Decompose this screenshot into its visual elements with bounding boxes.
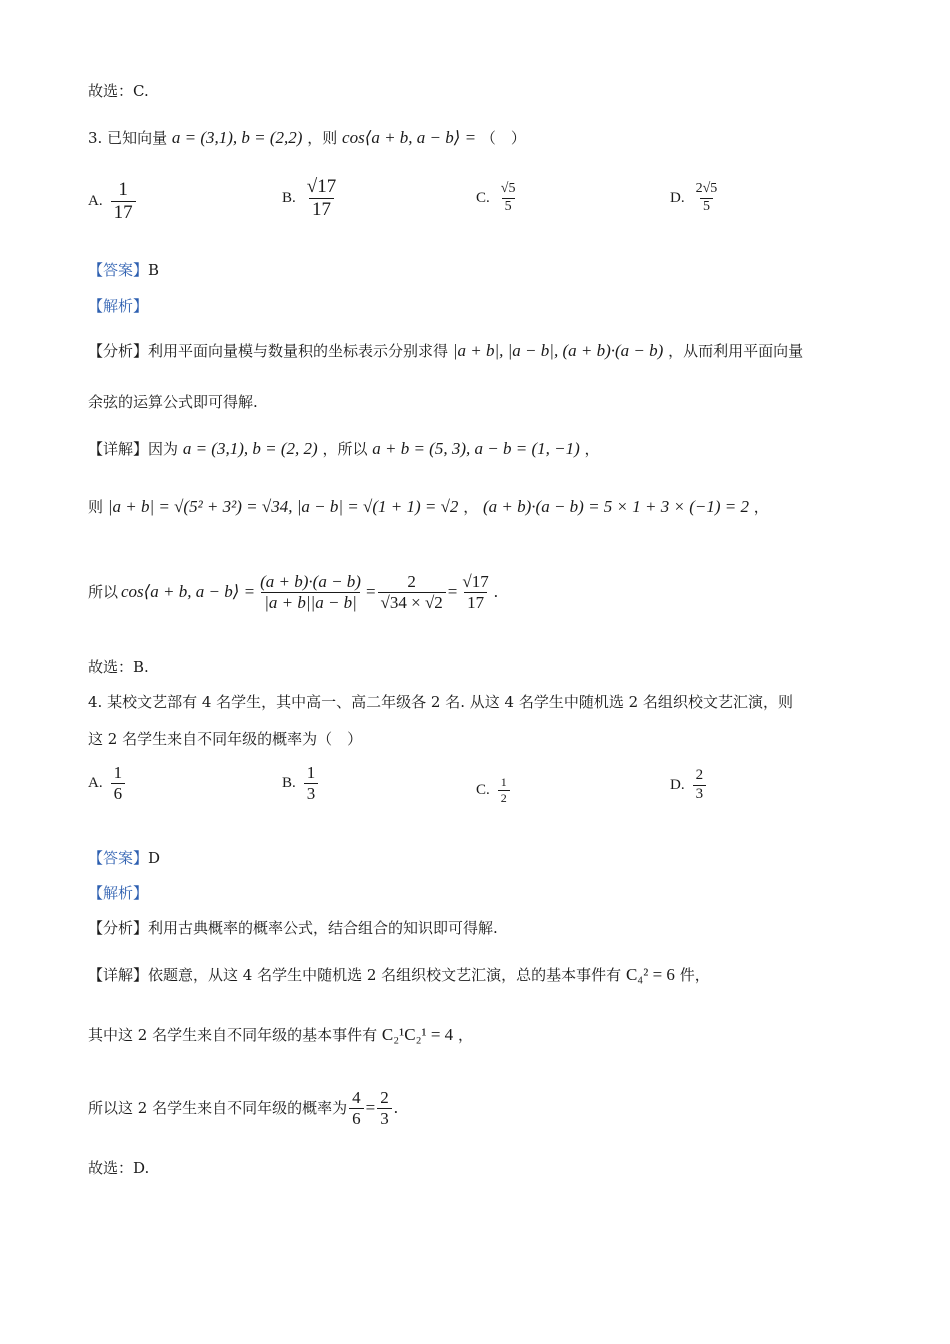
option-fraction	[304, 177, 339, 220]
fenxi-tail: ，从而利用平面向量	[668, 342, 804, 360]
denominator: 6	[111, 783, 126, 803]
q3-fenxi-line2: 余弦的运算公式即可得解.	[88, 393, 258, 411]
denominator: 3	[693, 785, 707, 803]
numerator: 1	[500, 775, 507, 789]
option-fraction	[693, 768, 707, 803]
q3-stem-mid: ，则	[307, 129, 338, 147]
xiangjie-mid: ，所以	[322, 440, 368, 458]
equals-sign: =	[365, 582, 376, 601]
q3-stem-prefix: 3. 已知向量	[88, 129, 168, 147]
q3-stem-vectors: a = (3,1), b = (2,2)	[171, 128, 303, 147]
ze-math-2: (a + b)·(a − b) = 5 × 1 + 3 × (−1) = 2	[483, 497, 749, 516]
denominator: 17	[111, 201, 136, 223]
suoyi-fraction-1	[257, 573, 364, 612]
fenxi-tag: 【分析】	[88, 919, 149, 937]
denominator: 3	[377, 1108, 392, 1128]
ze-end: ，	[753, 498, 769, 516]
answer-value: D	[148, 849, 161, 867]
numerator: 1	[113, 763, 123, 782]
xiangjie-text: 因为	[148, 440, 179, 458]
line-text: 其中这 2 名学生来自不同年级的基本事件有	[88, 1026, 378, 1044]
suoyi-label: 所以	[88, 583, 119, 601]
q4-option-c	[476, 776, 512, 804]
suoyi-fraction-3	[459, 573, 491, 612]
xiangjie-math-2: a + b = (5, 3), a − b = (1, −1)	[372, 439, 580, 458]
option-label: A.	[88, 192, 103, 209]
q4-xiangjie-line	[88, 964, 710, 986]
question-4-stem-line-1: 4. 某校文艺部有 4 名学生，其中高一、高二年级各 2 名. 从这 4 名学生中随机选 2 名组织校文艺汇演，则	[88, 693, 793, 711]
q3-xiangjie-line	[88, 438, 600, 460]
conclusion-line: 故选：C.	[88, 82, 149, 100]
fenxi-math: |a + b|, |a − b|, (a + b)·(a − b)	[452, 341, 664, 360]
line-end: .	[393, 1098, 398, 1117]
q3-option-a	[88, 180, 138, 223]
q3-option-c	[476, 182, 520, 214]
denominator: 6	[349, 1108, 364, 1128]
question-4-stem-line-2: 这 2 名学生来自不同年级的概率为（ ）	[88, 730, 363, 748]
numerator: √17	[462, 571, 489, 591]
q3-option-b	[282, 177, 341, 220]
q4-answer-line	[88, 847, 160, 869]
xiangjie-tag: 【详解】	[88, 966, 149, 984]
q3-option-d	[670, 182, 722, 214]
q3-stem-cos: cos⟨a + b, a − b⟩ =	[342, 128, 477, 147]
xiangjie-math-1: a = (3,1), b = (2, 2)	[182, 439, 318, 458]
denominator: 3	[304, 783, 319, 803]
xiangjie-end: ，	[584, 440, 600, 458]
ze-math-1: |a + b| = √(5² + 3²) = √34, |a − b| = √(1 + 1) = √2	[107, 497, 459, 516]
numerator: √5	[500, 181, 516, 196]
probability-fraction-1	[349, 1089, 364, 1128]
fenxi-text: 利用古典概率的概率公式，结合组合的知识即可得解.	[148, 919, 498, 937]
fenxi-text: 利用平面向量模与数量积的坐标表示分别求得	[148, 342, 449, 360]
numerator: 2	[407, 571, 416, 591]
option-label: D.	[670, 189, 685, 206]
q4-conclusion: 故选：D.	[88, 1159, 150, 1177]
denominator: 17	[309, 198, 334, 220]
equals-sign: =	[447, 582, 458, 601]
numerator: 1	[118, 179, 128, 200]
ze-sep: ，	[463, 498, 479, 516]
suoyi-fraction-2	[378, 573, 446, 612]
xiangjie-math: C₄² = 6	[625, 965, 675, 984]
q4-line-3	[88, 1084, 398, 1132]
numerator: (a + b)·(a − b)	[260, 571, 361, 591]
option-label: C.	[476, 781, 490, 798]
q4-analysis-tag: 【解析】	[88, 884, 149, 902]
suoyi-cos: cos⟨a + b, a − b⟩ =	[121, 582, 256, 601]
line-math: C₂¹C₂¹ = 4	[381, 1025, 454, 1044]
denominator: 2	[498, 790, 510, 805]
xiangjie-end: 件，	[679, 966, 710, 984]
option-fraction	[304, 764, 319, 803]
answer-tag: 【答案】	[88, 261, 149, 279]
option-label: A.	[88, 774, 103, 791]
denominator: 5	[700, 198, 713, 215]
numerator: 2	[380, 1087, 389, 1107]
option-fraction	[693, 182, 721, 214]
line-text: 所以这 2 名学生来自不同年级的概率为	[88, 1099, 348, 1117]
line-end: ，	[457, 1026, 473, 1044]
denominator: 5	[502, 198, 515, 215]
q4-option-b	[282, 764, 320, 803]
xiangjie-tag: 【详解】	[88, 440, 149, 458]
answer-value: B	[148, 261, 160, 279]
q3-ze-line	[88, 496, 769, 518]
q4-fenxi-line	[88, 917, 498, 939]
q3-answer-line	[88, 259, 159, 281]
numerator: 2√5	[695, 181, 718, 196]
numerator: 2	[695, 767, 704, 783]
denominator: √34 × √2	[378, 592, 446, 612]
option-fraction	[498, 182, 519, 214]
suoyi-end: .	[493, 582, 498, 601]
denominator: 17	[464, 592, 487, 612]
q3-suoyi-line	[88, 562, 498, 622]
question-3-stem	[88, 127, 526, 149]
option-label: B.	[282, 774, 296, 791]
q4-option-a	[88, 764, 127, 803]
xiangjie-text: 依题意，从这 4 名学生中随机选 2 名组织校文艺汇演，总的基本事件有	[148, 966, 622, 984]
fenxi-tag: 【分析】	[88, 342, 149, 360]
ze-label: 则	[88, 498, 104, 516]
option-label: D.	[670, 776, 685, 793]
q4-option-d	[670, 768, 708, 803]
q3-analysis-tag: 【解析】	[88, 297, 149, 315]
option-label: C.	[476, 189, 490, 206]
numerator: 4	[352, 1087, 361, 1107]
q3-fenxi-line	[88, 340, 803, 362]
q3-stem-tail: （ ）	[480, 129, 526, 147]
numerator: √17	[306, 176, 337, 197]
q4-line-2	[88, 1024, 473, 1046]
option-label: B.	[282, 189, 296, 206]
equals-sign: =	[365, 1098, 376, 1117]
probability-fraction-2	[377, 1089, 392, 1128]
numerator: 1	[306, 763, 316, 782]
option-fraction	[498, 776, 510, 804]
q3-conclusion: 故选：B.	[88, 658, 149, 676]
answer-tag: 【答案】	[88, 849, 149, 867]
denominator: |a + b||a − b|	[261, 592, 360, 612]
option-fraction	[111, 180, 136, 223]
option-fraction	[111, 764, 126, 803]
